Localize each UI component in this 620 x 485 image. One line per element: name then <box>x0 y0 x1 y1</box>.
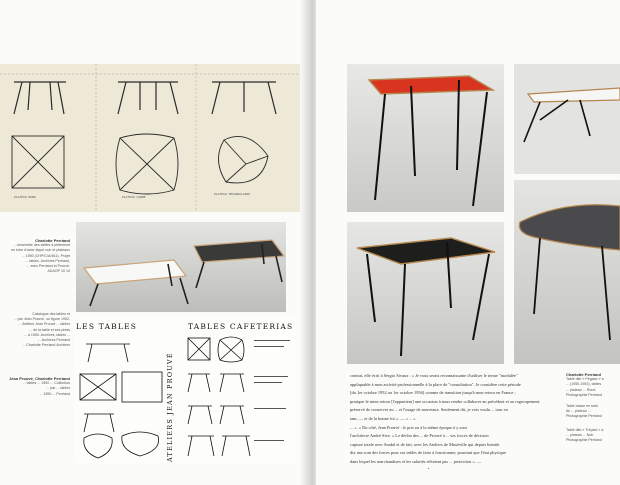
caption-line: ... Ateliers Jean Prouvé ... tables <box>18 322 70 327</box>
caption-line: ... Archives Perriand <box>37 338 70 343</box>
catalog-page <box>74 318 296 463</box>
caption-line: ... Charlotte Perriand Archives <box>22 343 70 348</box>
caption-line: ... plateau ... Rond <box>566 387 596 392</box>
caption-name: Jean Prouvé, Charlotte Perriand <box>9 376 70 381</box>
caption-bottom-left <box>0 376 70 397</box>
red-table-image <box>347 64 504 212</box>
caption-right-3 <box>566 428 620 444</box>
table-sketches-drawing <box>0 64 300 212</box>
body-line: pratique le mien retour [l'appartient] une occasion à nous rendre collaborer au précédent et au regroupement <box>350 398 540 404</box>
caption-line: Table basse en tube <box>566 404 599 408</box>
caption-line: ... tables. Archives Perriand, <box>25 258 70 263</box>
sketch-label-round: PLATEAU ROND <box>14 195 36 199</box>
caption-line: ... 1950 (CHP/C/A/461). Projet <box>21 253 70 258</box>
low-tables-photo <box>76 222 286 312</box>
caption-name: Charlotte Perriand <box>35 238 70 243</box>
freeform-table-image <box>514 180 620 364</box>
body-line: dix ans sont des forces pour ses tables de faire à fonctionner, pourtant que l'état physique <box>350 450 506 456</box>
caption-line: ... à 1950. Archives, tables ... <box>23 332 70 337</box>
caption-line: Photographie Perriand <box>566 414 602 419</box>
left-page <box>0 0 308 485</box>
sketch-label-triangular: PLATEAU TRIANGULAIRE <box>214 192 251 196</box>
caption-line: ... 1950 ... Perriand <box>39 391 70 396</box>
catalog-vertical-text: ATELIERS JEAN PROUVÉ <box>166 352 174 462</box>
caption-right-2 <box>566 404 620 420</box>
catalog-title-cafeterias: TABLES CAFETERIAS <box>188 322 294 331</box>
page-marker: • <box>428 466 430 471</box>
right-page <box>316 0 620 485</box>
caption-line: ... tables ... 1950 ... Collection <box>22 381 70 386</box>
caption-top-left <box>0 238 70 274</box>
caption-name: Charlotte Perriand <box>566 372 601 377</box>
body-line: contrat, elle écrit à Sergio Sivaux : « Je vous serais reconnaissante d'utiliser le terme "modulée" <box>350 373 518 378</box>
low-tables-image <box>76 222 286 312</box>
caption-line: ...ensemble des tables à piétement <box>14 243 70 248</box>
caption-line: ADAGP 10 14 <box>47 269 70 274</box>
black-table-image <box>347 222 504 364</box>
red-table-photo <box>347 64 504 212</box>
caption-line: de ... plateau ... <box>566 409 591 414</box>
body-text <box>350 372 558 467</box>
body-line: l'architecte André Sive. » Le déclin des ... de Prouvé à ... ses forces de décision <box>350 433 489 439</box>
catalog-title-tables: LES TABLES <box>76 322 138 331</box>
body-line: préservé de conserver au ... et l'usage de nouveaux. Seulement dit, je vois voulu ... tour en <box>350 407 508 413</box>
body-line: [du 1er octobre 1952 au 1er octobre 1956] comme de transition jusqu'à mon retour en France ; <box>350 390 516 396</box>
caption-line: ... par ... tables <box>46 386 70 391</box>
sketch-label-square: PLATEAU CARRE <box>122 195 146 199</box>
body-line: dans lequel les marchandises et les salariés n'étaient pas ... protection ». — <box>350 458 482 464</box>
body-line: appliquable à mon activité professionnelle à la place de "consultation". Je considère cette période <box>350 381 521 387</box>
black-table-photo <box>347 222 504 364</box>
freeform-table-photo <box>514 180 620 364</box>
caption-line: en tube d'acier laqué noir et plateaux <box>11 248 70 253</box>
body-line: ... ». « Du côté, Jean Prouvé : le pris ou à la même époque à y sont <box>350 424 467 430</box>
caption-line: Catalogue des tables et <box>32 312 70 316</box>
sketch-lines <box>0 64 300 212</box>
caption-line: Table dite « Pégase » à <box>566 377 604 382</box>
caption-line: ... par Jean Prouvé, où figure 1952. <box>13 317 70 322</box>
caption-line: ... avec Perriand et Prouvé. <box>26 264 70 269</box>
body-line: tant, — et de la bonne foi ». — « ... » <box>350 415 416 421</box>
caption-line: ... de la table et ses pieds <box>29 327 70 332</box>
caption-line: Table dite « Trépied » à <box>566 428 604 432</box>
caption-right-1 <box>566 372 620 398</box>
pegase-table-image <box>514 64 620 174</box>
caption-middle-left <box>0 312 70 348</box>
body-line: capture totale avec Studal et de fait, avec les Ateliers de Maxéville qui depuis bientôt <box>350 441 500 447</box>
catalog-drawings <box>74 318 296 463</box>
caption-line: Photographie Perriand <box>566 392 602 397</box>
pegase-table-photo <box>514 64 620 174</box>
caption-line: ... plateau ... Noir <box>566 433 594 438</box>
caption-line: Photographie Perriand <box>566 438 602 443</box>
caption-line: ... (1950-1953), tables <box>566 382 602 387</box>
